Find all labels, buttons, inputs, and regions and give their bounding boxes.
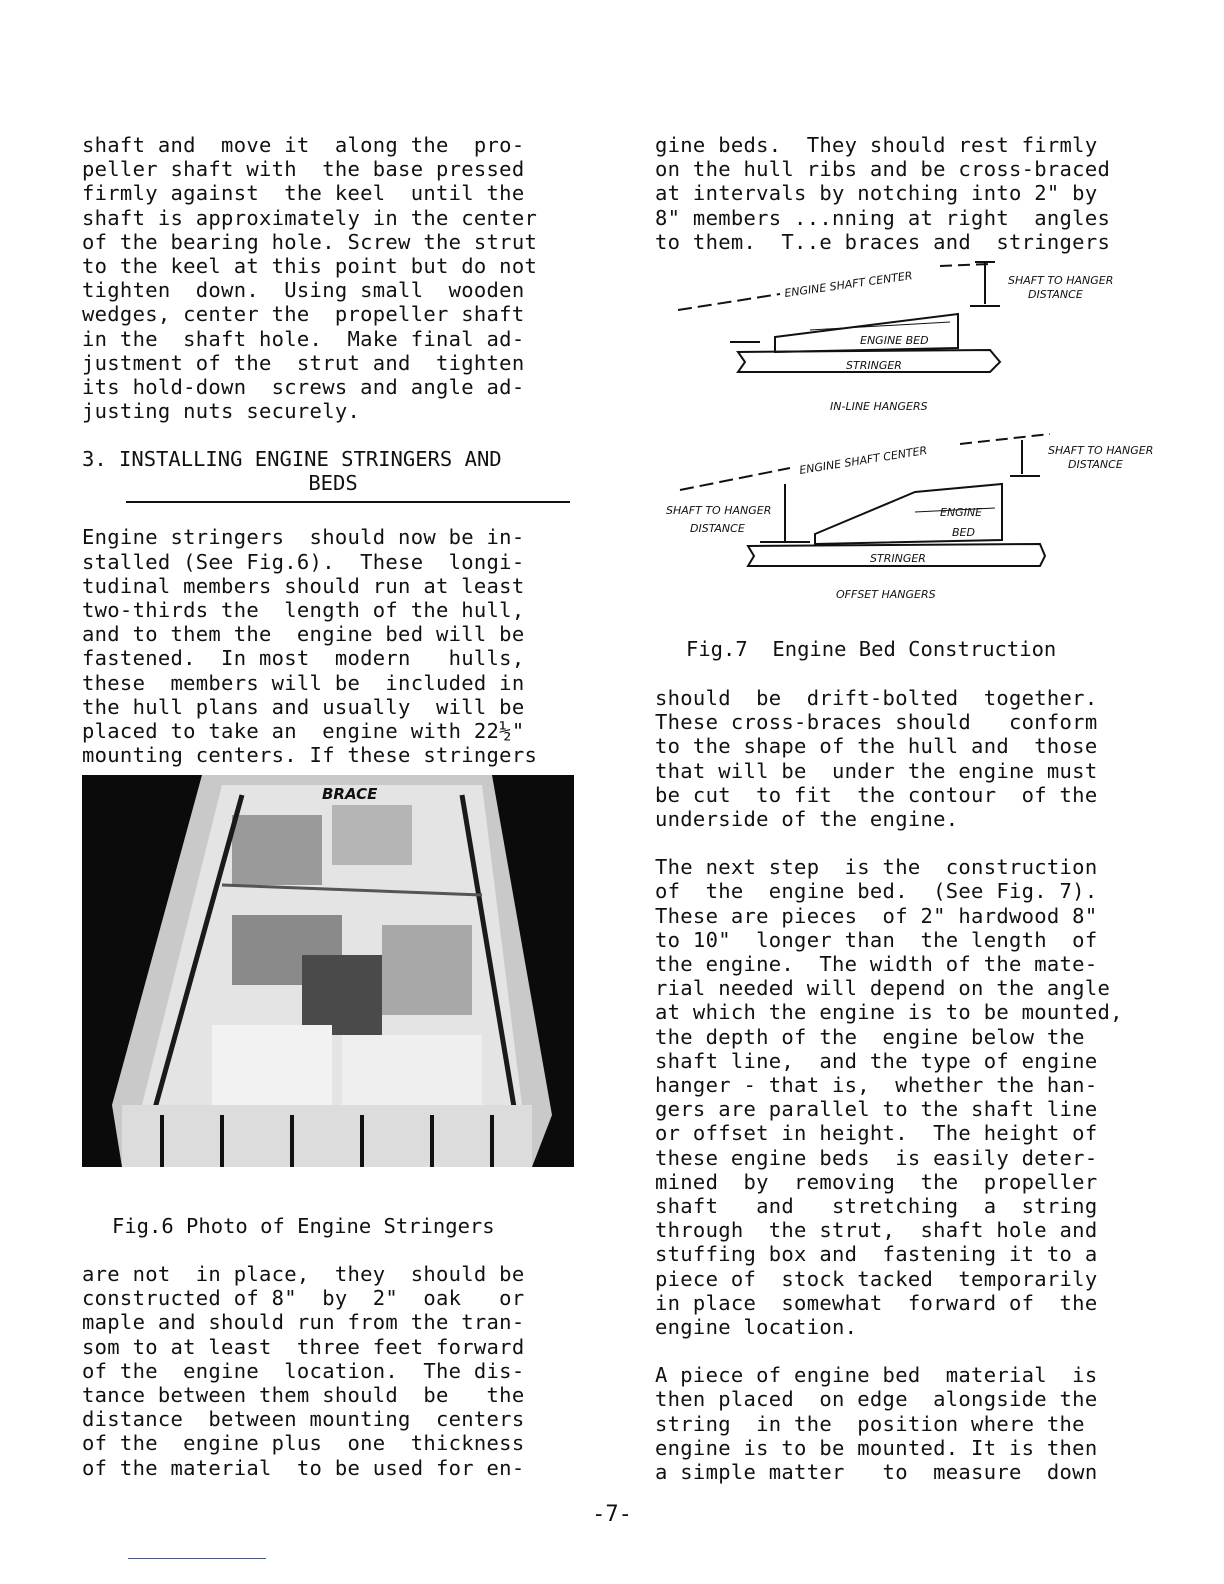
text-line: the engine. The width of the mate- <box>655 952 1098 977</box>
text-line: tudinal members should run at least <box>82 573 525 598</box>
text-line: engine is to be mounted. It is then <box>655 1435 1098 1460</box>
text-line: at intervals by notching into 2" by <box>655 181 1098 206</box>
text-line: piece of stock tacked temporarily <box>655 1266 1098 1291</box>
text-line: on the hull ribs and be cross-braced <box>655 157 1111 182</box>
left-column <box>82 133 584 767</box>
text-line: are not in place, they should be <box>82 1262 525 1286</box>
text-line: at which the engine is to be mounted, <box>655 1000 1123 1025</box>
text-line: shaft line, and the type of engine <box>655 1048 1098 1073</box>
text-line: to 10" longer than the length of <box>655 927 1098 952</box>
distance-label-2: DISTANCE <box>1068 458 1123 471</box>
distance-label-3: DISTANCE <box>690 522 745 535</box>
section-heading-line2: BEDS <box>308 471 358 496</box>
text-line: to the keel at this point but do not <box>82 254 538 279</box>
text-line: through the strut, shaft hole and <box>655 1218 1098 1243</box>
paragraph-engine-stringers <box>82 525 584 767</box>
text-line: or offset in height. The height of <box>655 1121 1098 1146</box>
text-line: mounting centers. If these stringers <box>82 743 538 768</box>
paragraph-strut-install <box>82 133 584 423</box>
fig7-caption: Fig.7 Engine Bed Construction <box>686 637 1057 661</box>
engine-shaft-center-label-1: ENGINE SHAFT CENTER <box>783 269 914 300</box>
shaft-to-hanger-label-1: SHAFT TO HANGER <box>1008 274 1114 287</box>
text-line: gine beds. They should rest firmly <box>655 133 1098 157</box>
engine-stringers-photo <box>82 775 574 1167</box>
text-line: som to at least three feet forward <box>82 1334 525 1359</box>
fig6-caption: Fig.6 Photo of Engine Stringers <box>112 1214 495 1238</box>
text-line: A piece of engine bed material is <box>655 1363 1098 1388</box>
offset-hangers-drawing <box>666 434 1153 601</box>
text-line: stalled (See Fig.6). These longi- <box>82 549 525 574</box>
text-line: maple and should run from the tran- <box>82 1310 525 1335</box>
text-line: these engine beds is easily deter- <box>655 1145 1098 1170</box>
text-line: peller shaft with the base pressed <box>82 157 525 182</box>
text-line: engine location. <box>655 1315 858 1340</box>
paragraph-cross-braces <box>655 686 1157 831</box>
photo-brace-label: BRACE <box>322 785 378 803</box>
engine-label-2: ENGINE <box>940 506 983 519</box>
text-line: the hull plans and usually will be <box>82 694 525 719</box>
text-line: of the material to be used for en- <box>82 1455 525 1480</box>
stringer-label-1: STRINGER <box>846 359 902 372</box>
text-line: Engine stringers should now be in- <box>82 525 525 550</box>
text-line: stuffing box and fastening it to a <box>655 1242 1098 1267</box>
engine-bed-construction-diagram <box>660 252 1160 612</box>
stringer-label-2: STRINGER <box>870 552 926 565</box>
text-line: placed to take an engine with 22½" <box>82 719 525 744</box>
text-line: shaft and stretching a string <box>655 1194 1098 1219</box>
inline-hangers-label: IN-LINE HANGERS <box>830 400 928 413</box>
text-line: These cross-braces should conform <box>655 710 1098 735</box>
paragraph-stringer-construction <box>82 1262 584 1480</box>
text-line: tighten down. Using small wooden <box>82 278 525 303</box>
footer-rule <box>128 1558 266 1559</box>
text-line: These are pieces of 2" hardwood 8" <box>655 903 1098 928</box>
text-line: 8" members ...nning at right angles <box>655 205 1111 230</box>
offset-hangers-label: OFFSET HANGERS <box>836 588 936 601</box>
text-line: that will be under the engine must <box>655 758 1098 783</box>
right-column-bottom <box>655 686 1157 1484</box>
text-line: be cut to fit the contour of the <box>655 782 1098 807</box>
section-heading-line1: 3. INSTALLING ENGINE STRINGERS AND <box>82 447 502 472</box>
engine-bed-label-1: ENGINE BED <box>860 334 929 347</box>
paragraph-bed-material-placement <box>655 1363 1157 1484</box>
text-line: of the engine bed. (See Fig. 7). <box>655 879 1098 904</box>
text-line: firmly against the keel until the <box>82 181 525 206</box>
text-line: the depth of the engine below the <box>655 1024 1085 1049</box>
text-line: should be drift-bolted together. <box>655 686 1098 710</box>
right-column-top <box>655 133 1157 254</box>
text-line: rial needed will depend on the angle <box>655 976 1111 1001</box>
text-line: hanger - that is, whether the han- <box>655 1073 1098 1098</box>
paragraph-engine-beds-rest <box>655 133 1157 254</box>
text-line: gers are parallel to the shaft line <box>655 1097 1098 1122</box>
text-line: of the engine location. The dis- <box>82 1358 525 1383</box>
text-line: The next step is the construction <box>655 855 1098 880</box>
shaft-to-hanger-label-3: SHAFT TO HANGER <box>666 504 772 517</box>
inline-hangers-drawing <box>678 262 1113 413</box>
bed-label-2: BED <box>952 526 975 539</box>
text-line: and to them the engine bed will be <box>82 622 525 647</box>
text-line: these members will be included in <box>82 670 525 695</box>
text-line: constructed of 8" by 2" oak or <box>82 1286 525 1311</box>
text-line: tance between them should be the <box>82 1383 525 1408</box>
text-line: its hold-down screws and angle ad- <box>82 375 525 400</box>
distance-label-1: DISTANCE <box>1028 288 1083 301</box>
text-line: to them. T..e braces and stringers <box>655 229 1111 254</box>
text-line: a simple matter to measure down <box>655 1460 1098 1485</box>
text-line: mined by removing the propeller <box>655 1169 1098 1194</box>
paragraph-engine-bed-construction <box>655 855 1157 1339</box>
text-line: of the engine plus one thickness <box>82 1431 525 1456</box>
text-line: then placed on edge alongside the <box>655 1387 1098 1412</box>
text-line: of the bearing hole. Screw the strut <box>82 229 538 254</box>
text-line: shaft and move it along the pro- <box>82 133 525 157</box>
engine-shaft-center-label-2: ENGINE SHAFT CENTER <box>798 443 929 477</box>
text-line: shaft is approximately in the center <box>82 205 538 230</box>
text-line: justment of the strut and tighten <box>82 350 525 375</box>
text-line: fastened. In most modern hulls, <box>82 646 525 671</box>
text-line: justing nuts securely. <box>82 399 361 424</box>
text-line: in the shaft hole. Make final ad- <box>82 326 525 351</box>
text-line: to the shape of the hull and those <box>655 734 1098 759</box>
text-line: in place somewhat forward of the <box>655 1290 1098 1315</box>
text-line: wedges, center the propeller shaft <box>82 302 525 327</box>
page-number: -7- <box>592 1502 632 1527</box>
text-line: two-thirds the length of the hull, <box>82 598 525 623</box>
shaft-to-hanger-label-2: SHAFT TO HANGER <box>1048 444 1154 457</box>
left-column-bottom <box>82 1262 584 1480</box>
text-line: distance between mounting centers <box>82 1407 525 1432</box>
text-line: underside of the engine. <box>655 807 959 832</box>
text-line: string in the position where the <box>655 1411 1085 1436</box>
